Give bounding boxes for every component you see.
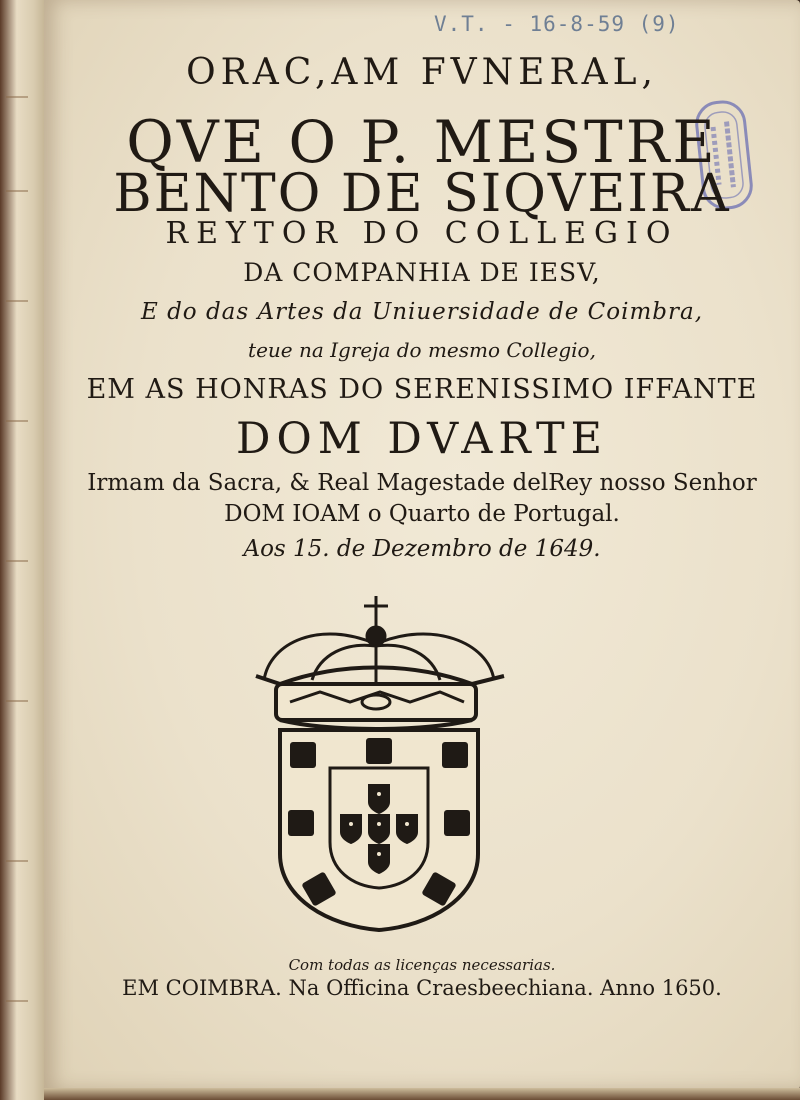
title-line-1: ORAC,AM FVNERAL, [186, 52, 658, 93]
title-line-8: EM AS HONRAS DO SERENISSIMO IFFANTE [86, 374, 758, 405]
title-line-10: Irmam da Sacra, & Real Magestade delRey nosso Senhor [87, 470, 757, 496]
title-line-5: DA COMPANHIA DE IESV, [243, 258, 601, 287]
title-line-3: BENTO DE SIQVEIRA [113, 164, 731, 224]
royal-coat-of-arms-icon [250, 592, 512, 932]
title-line-6: E do das Artes da Uniuersidade de Coimbra, [140, 299, 704, 325]
book-binding [0, 0, 48, 1100]
title-line-7: teue na Igreja do mesmo Collegio, [248, 338, 596, 362]
title-line-11: DOM IOAM o Quarto de Portugal. [224, 501, 620, 527]
title-line-12: Aos 15. de Dezembro de 1649. [243, 536, 601, 562]
title-line-4: REYTOR DO COLLEGIO [165, 216, 679, 251]
title-line-9: DOM DVARTE [235, 414, 609, 464]
handwritten-shelfmark: V.T. - 16-8-59 (9) [434, 12, 680, 36]
title-line-2: QVE O P. MESTRE [126, 108, 718, 176]
imprint-line: EM COIMBRA. Na Officina Craesbeechiana. Anno 1650. [122, 976, 722, 1000]
page-edge [44, 1088, 800, 1100]
licenses-note: Com todas as licenças necessarias. [288, 956, 556, 974]
